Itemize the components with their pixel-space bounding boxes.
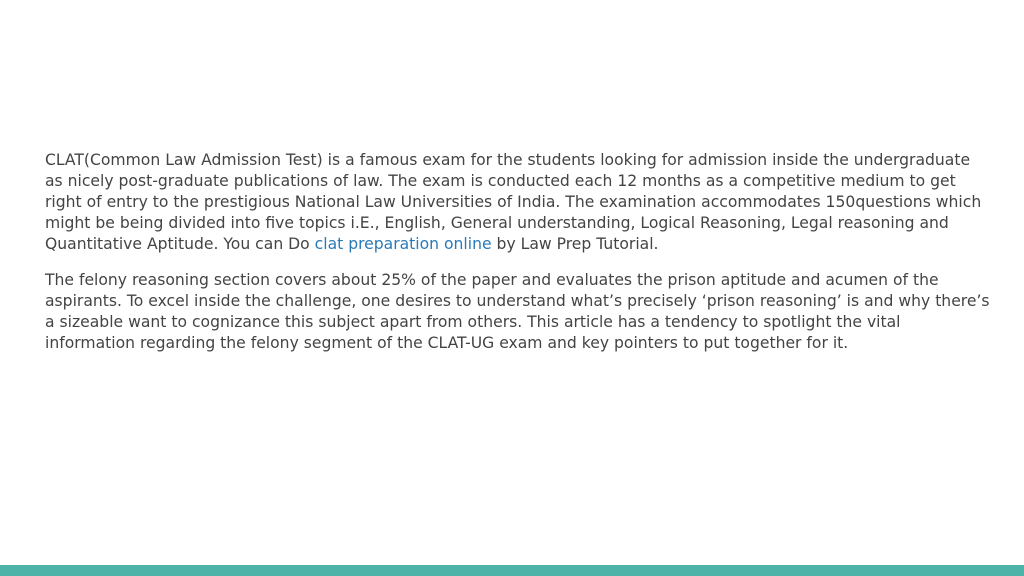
paragraph-legal-reasoning: The felony reasoning section covers about 25% of the paper and evaluates the prison aptitude and acumen of the aspirants. To excel inside the challenge, one desires to understand what’s precisely ‘prison reasoning’ is and why there’s a sizeable want to cognizance this subject apart from others. This article has a tendency to spotlight the vital information regarding the felony segment of the CLAT-UG exam and key pointers to put together for it.: [45, 271, 990, 352]
intro-text-end: by Law Prep Tutorial.: [491, 235, 659, 253]
clat-preparation-link[interactable]: clat preparation online: [314, 235, 492, 253]
intro-text: CLAT(Common Law Admission Test) is a famous exam for the students looking for admission inside the undergraduate as nicely post-graduate publications of law. The exam is conducted each 12 months as a competitive medium to get right of entry to the prestigious National Law Universities of India. The examination accommodates 150questions which might be being divided into five topics i.E., English, General understanding, Logical Reasoning, Legal reasoning and Quantitative Aptitude. You can Do: [45, 151, 982, 253]
paragraph-intro: [45, 150, 990, 255]
slide-body: [45, 150, 990, 369]
accent-bar: [0, 565, 1024, 576]
